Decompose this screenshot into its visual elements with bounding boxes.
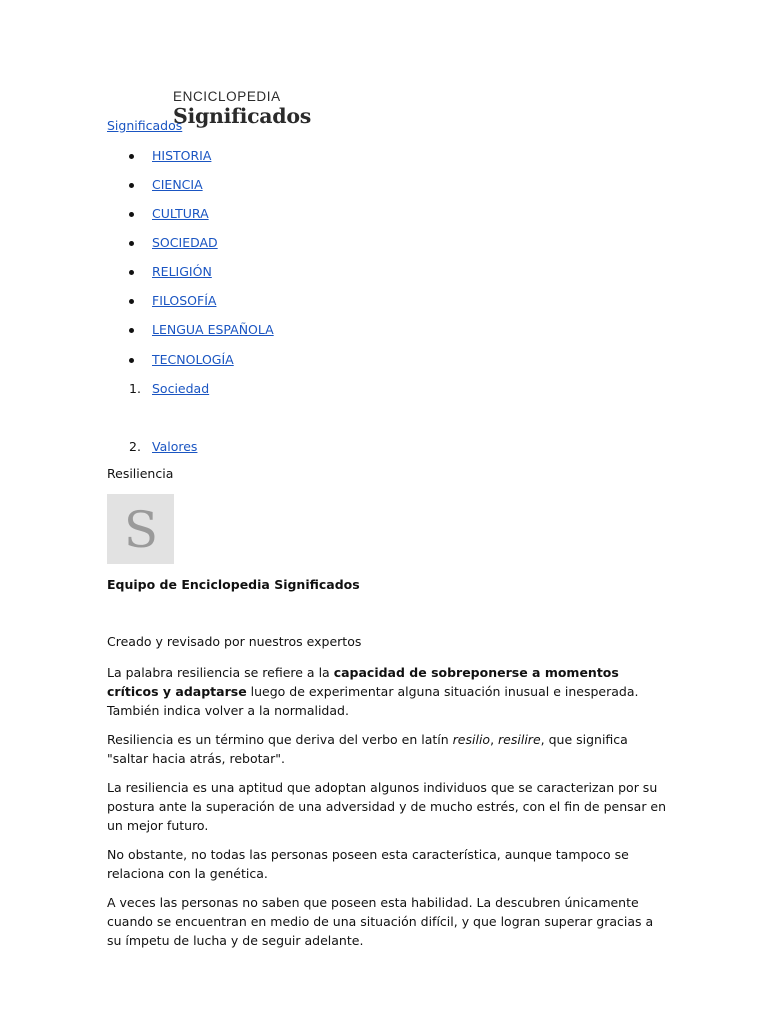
italic-text: resilio [452, 732, 491, 747]
logo-main-text: Significados [173, 104, 311, 128]
bold-text: capacidad de sobreponerse a momentos críticos y adaptarse [107, 665, 619, 699]
bullet [129, 358, 134, 363]
text: Resiliencia es un término que deriva del verbo en latín [107, 732, 453, 747]
bullet [129, 328, 134, 333]
paragraph: La resiliencia es una aptitud que adoptan algunos individuos que se caracterizan por su postura ante la superación de una adversidad y de mucho estrés, con el fin de pensar en un mejor futuro. [107, 780, 667, 833]
menu-link-lengua-espanola[interactable]: LENGUA ESPAÑOLA [152, 322, 274, 337]
menu-link-cultura[interactable]: CULTURA [152, 206, 209, 221]
paragraph: A veces las personas no saben que poseen esta habilidad. La descubren únicamente cuando se encuentran en medio de una situación difícil, y que logran superar gracias a su ímpetu de lucha y de seguir adelante. [107, 895, 654, 948]
text: luego de experimentar alguna situación inusual e inesperada. También indica volver a la normalidad. [107, 684, 639, 718]
text: La palabra resiliencia se refiere a la [107, 665, 334, 680]
site-logo[interactable] [173, 89, 318, 133]
menu-link-filosofia[interactable]: FILOSOFÍA [152, 293, 217, 308]
breadcrumb-number: 2. [129, 439, 141, 454]
paragraph [107, 663, 667, 720]
author-avatar [107, 494, 174, 564]
text: , que significa "saltar hacia atrás, rebotar". [107, 732, 628, 766]
logo-top-text: ENCICLOPEDIA [173, 89, 281, 104]
bullet [129, 212, 134, 217]
menu-link-historia[interactable]: HISTORIA [152, 148, 212, 163]
menu-link-ciencia[interactable]: CIENCIA [152, 177, 203, 192]
breadcrumb-link-valores[interactable]: Valores [152, 439, 198, 454]
bullet [129, 299, 134, 304]
bullet [129, 183, 134, 188]
reviewed-note: Creado y revisado por nuestros expertos [107, 634, 362, 649]
breadcrumb-number: 1. [129, 381, 141, 396]
article-title: Resiliencia [107, 466, 174, 481]
s-logo-icon [119, 503, 163, 555]
avatar-letter: S [123, 503, 158, 555]
paragraph [107, 730, 667, 768]
bullet [129, 241, 134, 246]
paragraph: No obstante, no todas las personas poseen esta característica, aunque tampoco se relaciona con la genética. [107, 847, 629, 881]
italic-text: resilire [498, 732, 541, 747]
menu-link-religion[interactable]: RELIGIÓN [152, 264, 212, 279]
bullet [129, 154, 134, 159]
breadcrumb-link-sociedad[interactable]: Sociedad [152, 381, 210, 396]
author-name: Equipo de Enciclopedia Significados [107, 577, 360, 592]
menu-link-sociedad[interactable]: SOCIEDAD [152, 235, 218, 250]
bullet [129, 270, 134, 275]
text: , [490, 732, 499, 747]
menu-link-tecnologia[interactable]: TECNOLOGÍA [152, 352, 234, 367]
home-link[interactable]: Significados [107, 118, 183, 133]
article-body [107, 663, 667, 960]
